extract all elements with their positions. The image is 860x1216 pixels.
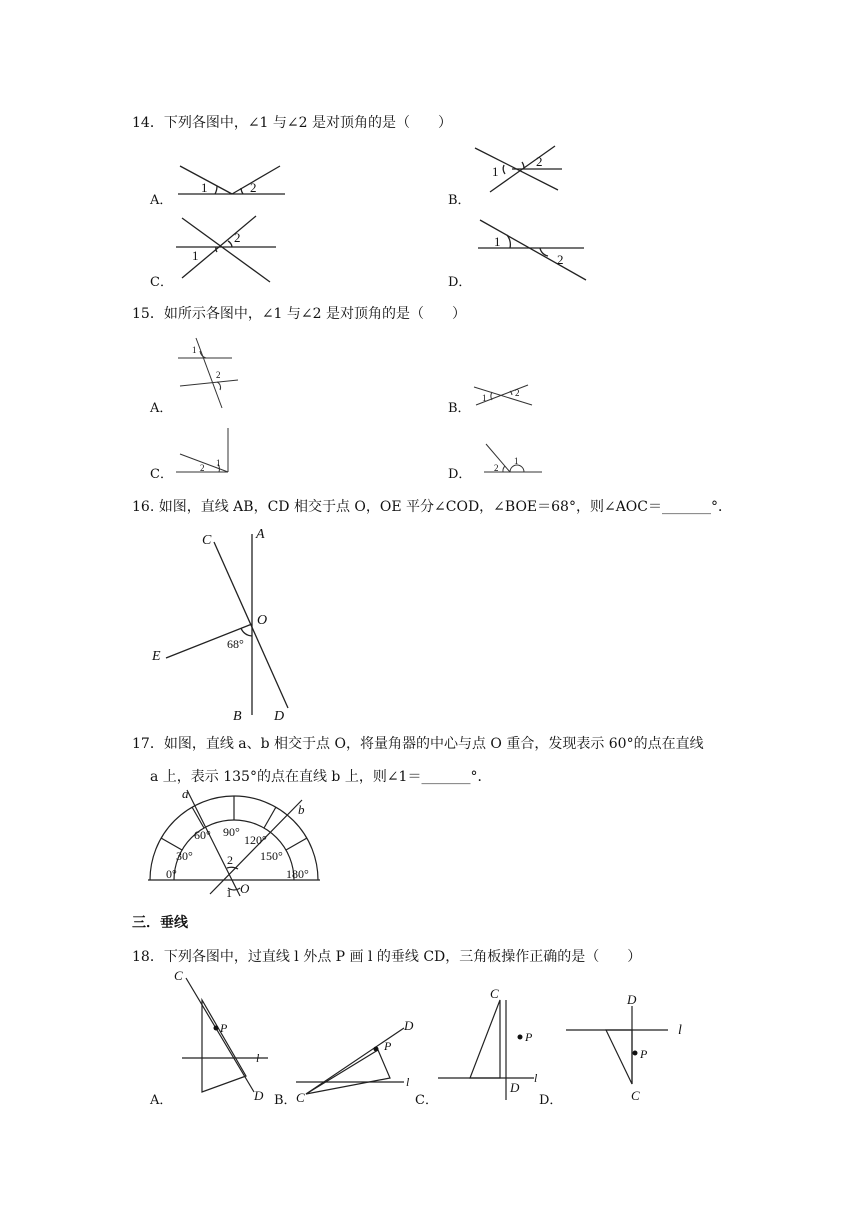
q17-tick-0: 0° [166, 867, 177, 881]
q16-text: 16. 如图，直线 AB，CD 相交于点 O，OE 平分∠COD，∠BOE＝68°，则∠AOC＝_______°． [132, 499, 732, 515]
q17-tick-150: 150° [260, 849, 283, 863]
q17-line-b-label: b [298, 802, 305, 817]
q18-c-point-p [518, 1035, 523, 1040]
q16-label-d: D [274, 709, 285, 724]
q18-option-c[interactable]: C． [415, 1093, 438, 1108]
q16-label-e: E [152, 649, 161, 664]
q15-figure-a [172, 334, 242, 410]
q18-figure-d [560, 990, 690, 1106]
q15-option-c[interactable]: C． [150, 467, 173, 482]
q15-text: 15．如所示各图中，∠1 与∠2 是对顶角的是（ ） [132, 306, 466, 322]
q15-a-angle2-label: 2 [216, 370, 221, 380]
q18-figure-c [430, 986, 550, 1106]
q18-b-label-p: P [384, 1039, 392, 1053]
q18-a-label-p: P [220, 1021, 228, 1035]
q18-b-label-c: C [296, 1090, 305, 1105]
q18-a-label-c: C [174, 968, 183, 983]
q15-option-b[interactable]: B． [448, 401, 471, 416]
q15-option-d[interactable]: D． [448, 467, 472, 482]
q14-a-angle2-label: 2 [250, 180, 257, 195]
q14-c-angle2-label: 2 [234, 230, 241, 245]
q15-figure-d [480, 440, 546, 476]
q18-option-b[interactable]: B． [274, 1093, 297, 1108]
q18-figure-b [290, 1010, 420, 1106]
q18-c-label-p: P [525, 1030, 533, 1044]
q17-text-line2: a 上，表示 135°的点在直线 b 上，则∠1＝_______°． [150, 769, 492, 785]
q14-option-c[interactable]: C． [150, 275, 173, 290]
q15-d-angle1-label: 1 [514, 456, 519, 466]
q17-tick-60: 60° [194, 828, 211, 842]
q15-c-angle2-label: 2 [200, 463, 205, 473]
q18-a-label-d: D [254, 1088, 264, 1103]
q14-d-angle1-label: 1 [494, 234, 501, 249]
q14-option-b[interactable]: B． [448, 193, 471, 208]
q18-c-label-c: C [490, 986, 499, 1001]
q16-label-a: A [256, 527, 265, 542]
q18-d-label-d: D [627, 992, 637, 1007]
q14-figure-b [470, 140, 570, 202]
q15-b-angle1-label: 1 [482, 393, 487, 403]
q18-b-label-d: D [404, 1018, 414, 1033]
q18-c-label-d: D [510, 1080, 520, 1095]
q15-c-angle1-label: 1 [216, 458, 221, 468]
q14-option-a[interactable]: A． [150, 193, 173, 208]
q15-d-angle2-label: 2 [494, 463, 499, 473]
q18-option-a[interactable]: A． [150, 1093, 173, 1108]
q14-figure-c [170, 212, 280, 284]
section-3-title: 三．垂线 [132, 915, 188, 931]
q18-d-label-l: l [678, 1023, 682, 1038]
q14-option-d[interactable]: D． [448, 275, 472, 290]
q14-text: 14．下列各图中，∠1 与∠2 是对顶角的是（ ） [132, 115, 452, 131]
q16-angle-label: 68° [227, 637, 244, 651]
q16-label-o: O [257, 613, 268, 628]
q17-tick-30: 30° [176, 849, 193, 863]
q18-a-label-l: l [256, 1051, 260, 1065]
q17-point-o-label: O [240, 881, 250, 896]
q18-b-label-l: l [406, 1075, 410, 1089]
q14-b-angle2-label: 2 [536, 154, 543, 169]
q18-d-point-p [633, 1051, 638, 1056]
q18-a-point-p [214, 1026, 219, 1031]
q17-tick-120: 120° [244, 833, 267, 847]
q15-b-angle2-label: 2 [515, 388, 520, 398]
q17-angle1-label: 1 [226, 886, 232, 900]
q16-figure [140, 520, 310, 725]
q18-text: 18．下列各图中，过直线 l 外点 P 画 l 的垂线 CD，三角板操作正确的是（ ） [132, 949, 642, 965]
q18-c-label-l: l [534, 1071, 538, 1085]
q18-figure-a [168, 966, 278, 1106]
q17-line-a-label: a [182, 786, 189, 801]
q14-b-angle1-label: 1 [492, 164, 499, 179]
q15-option-a[interactable]: A． [150, 401, 173, 416]
q16-label-c: C [202, 533, 212, 548]
q17-text-line1: 17．如图，直线 a、b 相交于点 O，将量角器的中心与点 O 重合，发现表示 60°的点在直线 [132, 736, 704, 752]
q17-angle2-label: 2 [227, 853, 233, 867]
q18-d-label-c: C [631, 1088, 640, 1103]
q17-tick-90: 90° [223, 825, 240, 839]
q14-a-angle1-label: 1 [201, 180, 208, 195]
q14-c-angle1-label: 1 [192, 248, 199, 263]
q14-figure-a [170, 160, 290, 202]
q17-tick-180: 180° [286, 867, 309, 881]
q15-figure-c [172, 426, 234, 476]
q14-d-angle2-label: 2 [557, 252, 564, 267]
q15-a-angle1-label: 1 [192, 345, 197, 355]
q15-figure-b [470, 381, 540, 411]
q17-protractor-figure [140, 784, 330, 900]
q18-b-point-p [374, 1047, 379, 1052]
q18-option-d[interactable]: D． [539, 1093, 563, 1108]
q18-d-label-p: P [640, 1047, 648, 1061]
q14-figure-d [470, 214, 590, 284]
q16-label-b: B [233, 709, 242, 724]
